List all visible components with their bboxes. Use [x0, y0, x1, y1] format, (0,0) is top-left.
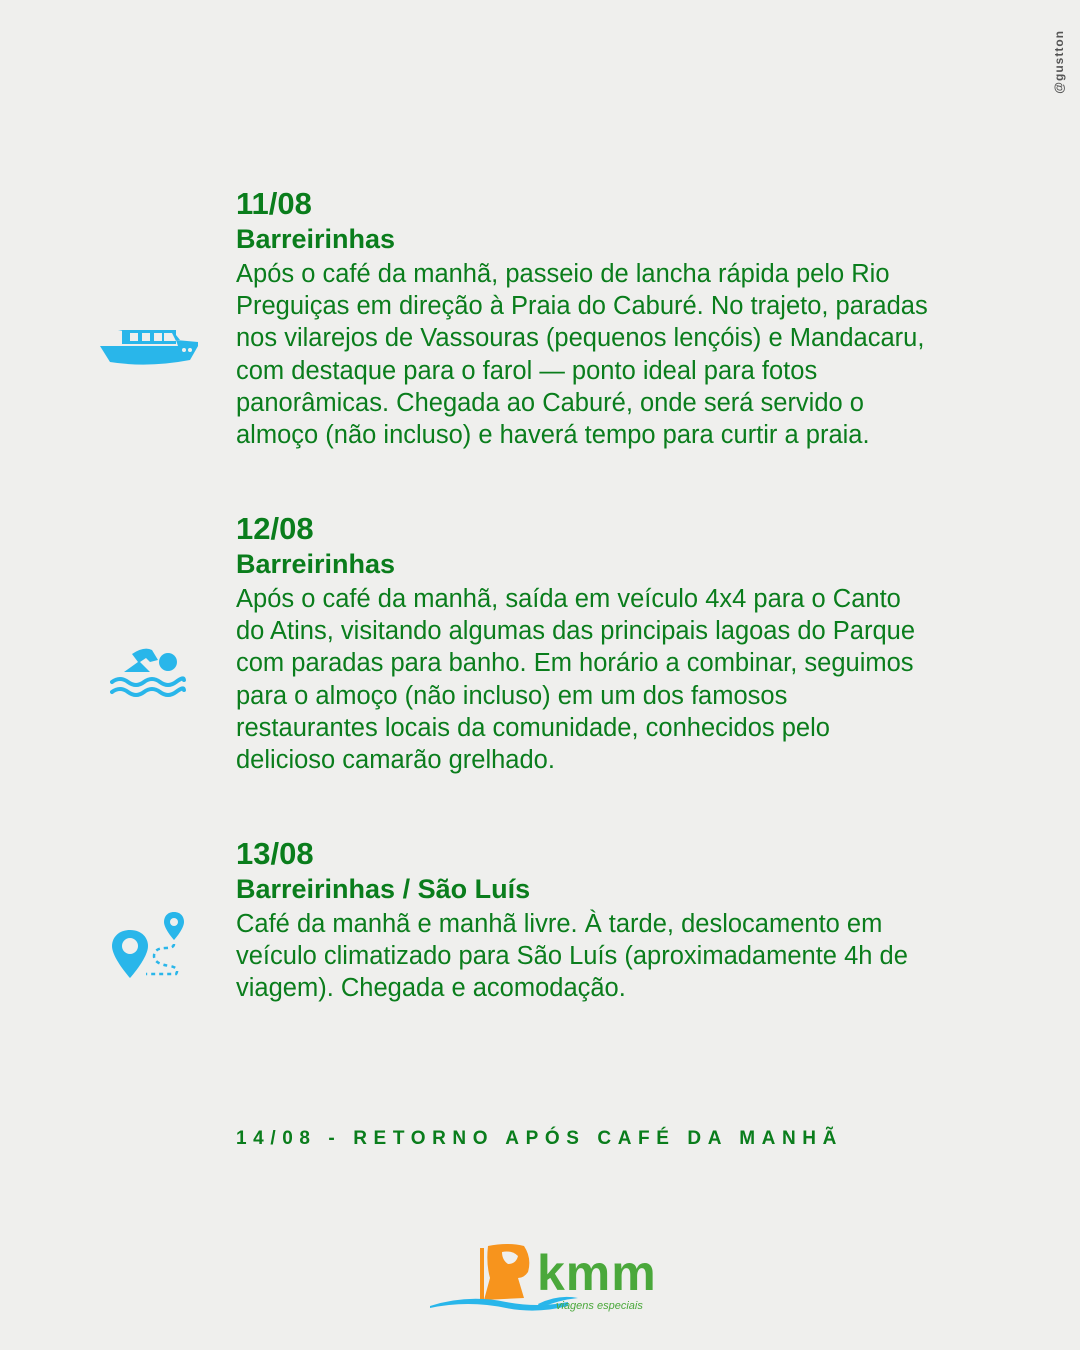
day-description: Após o café da manhã, saída em veículo 4x4 para o Canto do Atins, visitando algumas das principais lagoas do Parque com paradas para banho. Em horário a combinar, seguimos para o almoço (não incluso) em um dos famosos restaurantes locais da comunidade, conhecidos pelo delicioso camarão grelhado.	[236, 585, 915, 775]
route-pins-icon	[110, 910, 190, 982]
day-item	[236, 186, 936, 451]
watermark: @gustton	[1052, 30, 1066, 94]
return-note: 14/08 - RETORNO APÓS CAFÉ DA MANHÃ	[236, 1128, 843, 1149]
day-item	[236, 836, 936, 1005]
day-description: Após o café da manhã, passeio de lancha rápida pelo Rio Preguiças em direção à Praia do Caburé. No trajeto, paradas nos vilarejos de Vassouras (pequenos lençóis) e Mandacaru, com destaque para o farol — ponto ideal para fotos panorâmicas. Chegada ao Caburé, onde será servido o almoço (não incluso) e haverá tempo para curtir a praia.	[236, 260, 928, 450]
day-date: 13/08	[236, 836, 314, 871]
logo-wordmark: kmm	[537, 1245, 657, 1301]
day-place: Barreirinhas	[236, 549, 396, 579]
day-description: Café da manhã e manhã livre. À tarde, deslocamento em veículo climatizado para São Luís (aproximadamente 4h de viagem). Chegada e acomodação.	[236, 910, 908, 1003]
day-item	[236, 511, 936, 776]
logo-tagline: viagens especiais	[556, 1300, 643, 1312]
day-place: Barreirinhas	[236, 224, 396, 254]
day-place: Barreirinhas / São Luís	[236, 874, 531, 904]
swimmer-icon	[110, 640, 186, 698]
day-date: 12/08	[236, 511, 314, 546]
day-date: 11/08	[236, 186, 312, 221]
boat-icon	[98, 322, 200, 368]
